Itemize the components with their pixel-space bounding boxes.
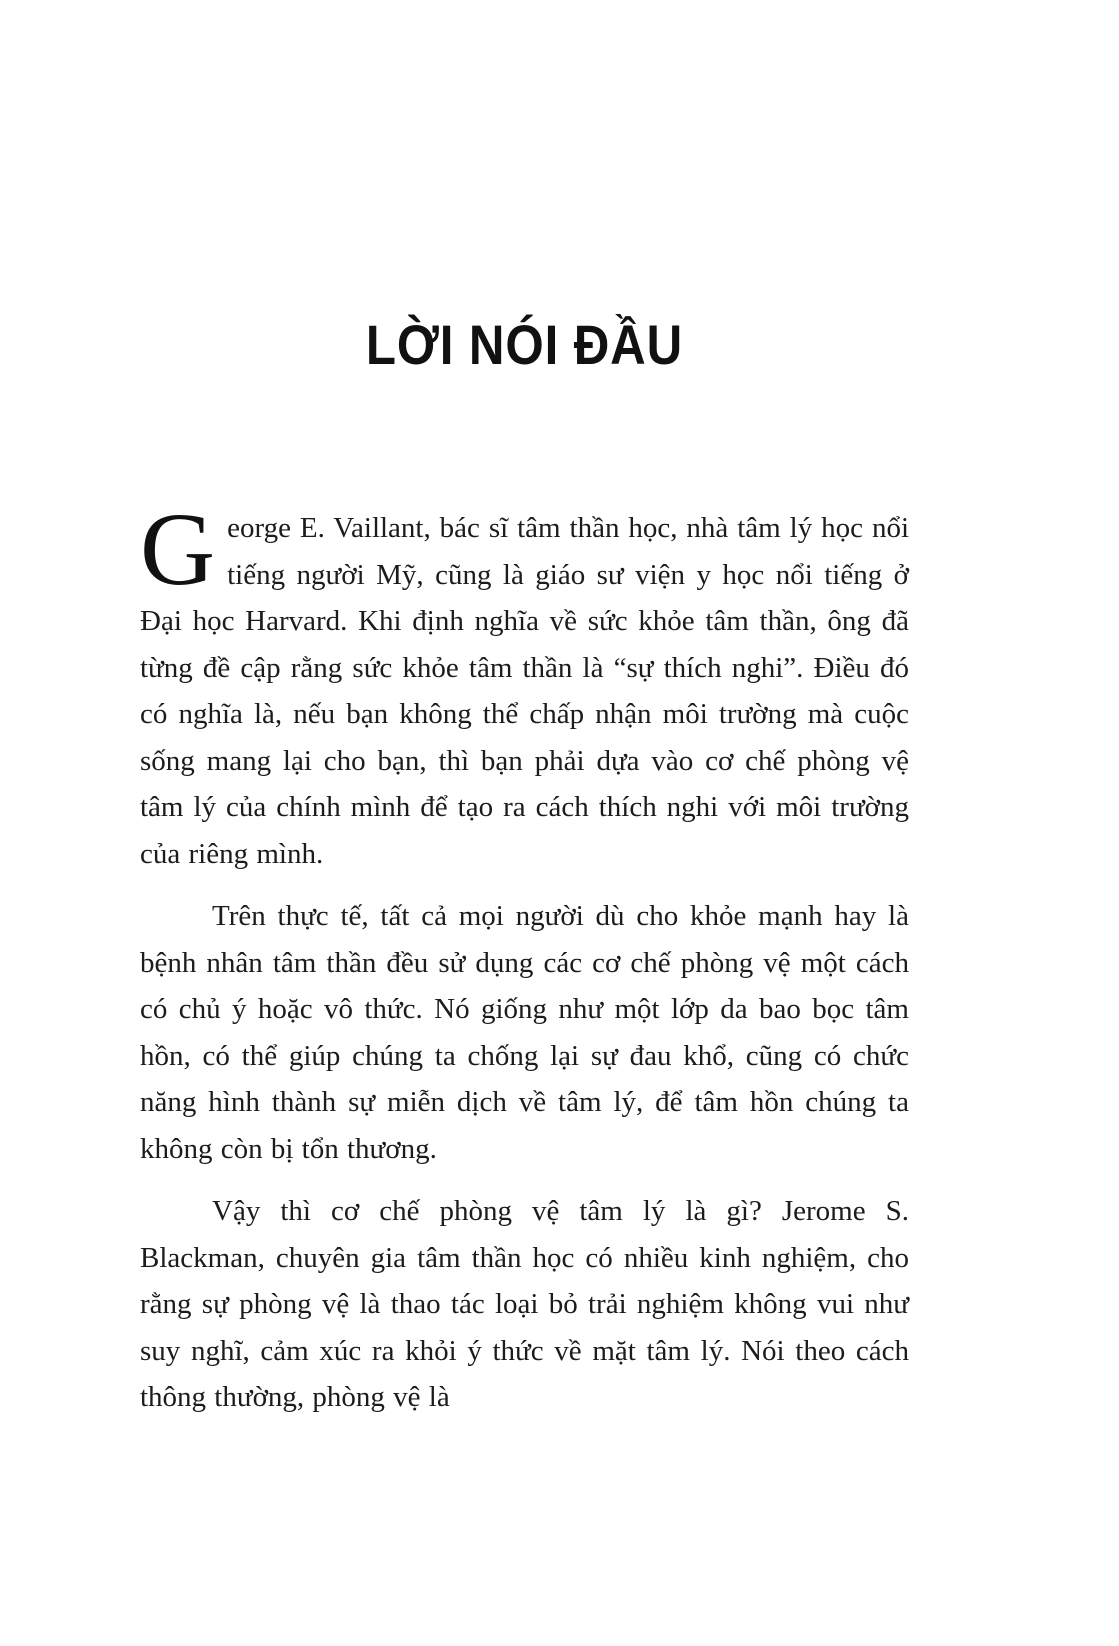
chapter-title: LỜI NÓI ĐẦU [365, 313, 684, 376]
paragraph-3 [140, 1188, 909, 1421]
paragraph-1 [140, 492, 909, 877]
paragraph-2-text: Trên thực tế, tất cả mọi người dù cho khỏe mạnh hay là bệnh nhân tâm thần đều sử dụng các cơ chế phòng vệ một cách có chủ ý hoặc vô thức. Nó giống như một lớp da bao bọc tâm hồn, có thể giúp chúng ta chống lại sự đau khổ, cũng có chức năng hình thành sự miễn dịch về tâm lý, để tâm hồn chúng ta không còn bị tổn thương. [140, 900, 909, 1165]
paragraph-1-text: eorge E. Vaillant, bác sĩ tâm thần học, nhà tâm lý học nổi tiếng người Mỹ, cũng là giáo sư viện y học nổi tiếng ở Đại học Harvard. Khi định nghĩa về sức khỏe tâm thần, ông đã từng đề cập rằng sức khỏe tâm thần là “sự thích nghi”. Điều đó có nghĩa là, nếu bạn không thể chấp nhận môi trường mà cuộc sống mang lại cho bạn, thì bạn phải dựa vào cơ chế phòng vệ tâm lý của chính mình để tạo ra cách thích nghi với môi trường của riêng mình. [140, 512, 909, 870]
body-text [140, 492, 909, 1421]
paragraph-3-text: Vậy thì cơ chế phòng vệ tâm lý là gì? Jerome S. Blackman, chuyên gia tâm thần học có nhiều kinh nghiệm, cho rằng sự phòng vệ là thao tác loại bỏ trải nghiệm không vui như suy nghĩ, cảm xúc ra khỏi ý thức về mặt tâm lý. Nói theo cách thông thường, phòng vệ là [140, 1195, 909, 1413]
paragraph-2 [140, 893, 909, 1172]
dropcap-letter: G [140, 492, 216, 607]
